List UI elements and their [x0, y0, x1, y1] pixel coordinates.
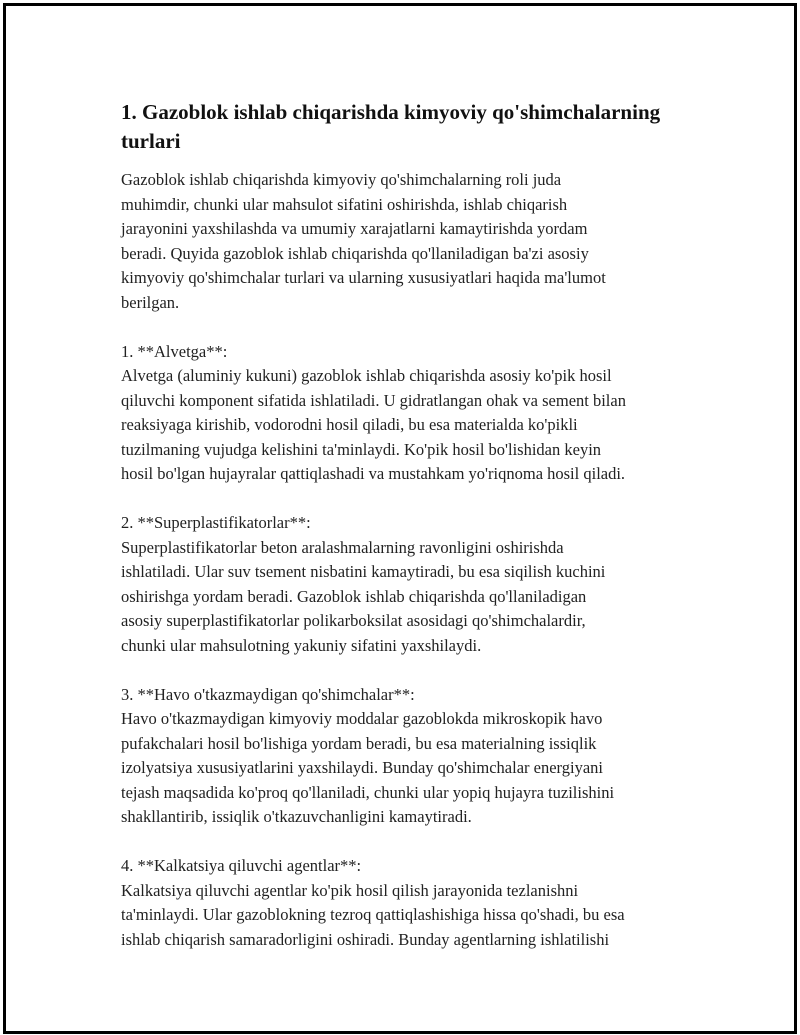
item-title-alvetga: 1. **Alvetga**: [121, 341, 228, 361]
page-frame [3, 3, 797, 1034]
item-title-havo-otkazmaydigan: 3. **Havo o'tkazmaydigan qo'shimchalar**: [121, 684, 415, 704]
item-body-superplastifikatorlar: Superplastifikatorlar beton aralashmalarning ravonligini oshirishda ishlatiladi. Ular suv tsement nisbatini kamaytiradi, bu esa siqilish kuchini oshirishga yordam beradi. Gazoblok ishlab chiqarishda qo'llaniladigan asosiy superplastifikatorlar polikarboksilat asosidagi qo'shimchalardir, chunki ular mahsulotning yakuniy sifatini yaxshilaydi. [121, 537, 606, 655]
paragraph-gap [121, 487, 681, 512]
item-title-superplastifikatorlar: 2. **Superplastifikatorlar**: [121, 513, 311, 532]
paragraph-gap [121, 830, 681, 855]
section-heading: 1. Gazoblok ishlab chiqarishda kimyoviy qo'shimchalarning turlari [121, 100, 661, 153]
item-title-kalkatsiya: 4. **Kalkatsiya qiluvchi agentlar**: [121, 856, 362, 875]
paragraph-gap [121, 658, 681, 683]
intro-paragraph: Gazoblok ishlab chiqarishda kimyoviy qo'shimchalarning roli juda muhimdir, chunki ular mahsulot sifatini oshirishda, ishlab chiqarish jarayonini yaxshilashda va umumiy xarajatlarni kamaytirishda yordam beradi. Quyida gazoblok ishlab chiqarishda qo'llaniladigan ba'zi asosiy kimyoviy qo'shimchalar turlari va ularning xususiyatlari haqida ma'lumot berilgan. [121, 170, 606, 312]
document-content [121, 98, 681, 952]
item-body-havo-otkazmaydigan: Havo o'tkazmaydigan kimyoviy moddalar gazoblokda mikroskopik havo pufakchalari hosil bo'lishiga yordam beradi, bu esa materialning issiqlik izolyatsiya xususiyatlarini yaxshilaydi. Bunday qo'shimchalar energiyani tejash maqsadida ko'proq qo'llaniladi, chunki ular yopiq hujayra tuzilishini shakllantirib, issiqlik o'tkazuvchanligini kamaytiradi. [121, 709, 615, 826]
item-body-alvetga: Alvetga (aluminiy kukuni) gazoblok ishlab chiqarishda asosiy ko'pik hosil qiluvchi komponent sifatida ishlatiladi. U gidratlangan ohak va sement bilan reaksiyaga kirishib, vodorodni hosil qiladi, bu esa materialda ko'pikli tuzilmaning vujudga kelishini ta'minlaydi. Ko'pik hosil bo'lishidan keyin hosil bo'lgan hujayralar qattiqlashadi va mustahkam yo'riqnoma hosil qiladi. [121, 366, 626, 483]
item-body-kalkatsiya: Kalkatsiya qiluvchi agentlar ko'pik hosil qilish jarayonida tezlanishni ta'minlaydi. Ular gazoblokning tezroq qattiqlashishiga hissa qo'shadi, bu esa ishlab chiqarish samaradorligini oshiradi. Bunday agentlarning ishlatilishi [121, 880, 625, 949]
paragraph-gap [121, 315, 681, 340]
